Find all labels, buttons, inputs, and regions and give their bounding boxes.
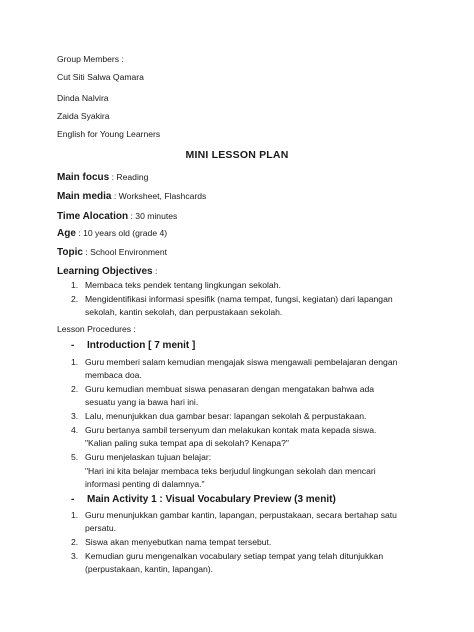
activity-step: Siswa akan menyebutkan nama tempat tersebut. bbox=[85, 537, 272, 547]
member-name: Cut Siti Salwa Qamara bbox=[57, 72, 144, 82]
course-name: English for Young Learners bbox=[57, 129, 161, 139]
objectives-heading: Learning Objectives : bbox=[57, 266, 158, 277]
list-number: 3. bbox=[71, 551, 79, 561]
list-number: 1. bbox=[71, 280, 79, 290]
procedures-heading: Lesson Procedures : bbox=[57, 324, 136, 334]
main-activity-title: Main Activity 1 : Visual Vocabulary Preview (3 menit) bbox=[87, 494, 336, 505]
list-number: 2. bbox=[71, 537, 79, 547]
field-label: Topic bbox=[57, 247, 83, 258]
list-number: 1. bbox=[71, 357, 79, 367]
page-title: MINI LESSON PLAN bbox=[185, 149, 289, 161]
field-value: : 30 minutes bbox=[128, 211, 178, 221]
list-number: 3. bbox=[71, 411, 79, 421]
field-label: Main focus bbox=[57, 172, 110, 183]
objective-item: Mengidentifikasi informasi spesifik (nama tempat, fungsi, kegiatan) dari lapangan sekolah, kantin sekolah, dan perpustakaan sekolah. bbox=[85, 294, 393, 317]
list-number: 5. bbox=[71, 452, 79, 462]
group-members-label: Group Members : bbox=[57, 54, 124, 64]
field-value: : 10 years old (grade 4) bbox=[75, 228, 168, 238]
list-number: 1. bbox=[71, 510, 79, 520]
field-topic bbox=[57, 242, 167, 260]
field-main-focus bbox=[57, 167, 148, 185]
intro-step: Guru kemudian membuat siswa penasaran dengan mengatakan bahwa ada sesuatu yang ia bawa hari ini. bbox=[85, 384, 375, 407]
field-value: : Worksheet, Flashcards bbox=[111, 191, 207, 201]
intro-step: Guru memberi salam kemudian mengajak siswa mengawali pembelajaran dengan membaca doa. bbox=[85, 357, 398, 380]
field-value: : School Environment bbox=[82, 247, 168, 257]
field-label: Main media bbox=[57, 191, 112, 202]
intro-step: Guru menjelaskan tujuan belajar: bbox=[85, 452, 212, 462]
activity-step: Guru menunjukkan gambar kantin, lapangan, perpustakaan, secara bertahap satu persatu. bbox=[85, 510, 397, 533]
field-value: : Reading bbox=[109, 172, 149, 182]
field-age bbox=[57, 223, 167, 241]
list-number: 2. bbox=[71, 384, 79, 394]
intro-quote: "Hari ini kita belajar membaca teks berjudul lingkungan sekolah dan mencari informasi penting di dalamnya." bbox=[85, 466, 376, 489]
field-main-media bbox=[57, 186, 206, 204]
intro-step: Guru bertanya sambil tersenyum dan melakukan kontak mata kepada siswa. bbox=[85, 425, 377, 435]
list-number: 2. bbox=[71, 294, 79, 304]
intro-title: Introduction [ 7 menit ] bbox=[87, 340, 196, 351]
activity-step: Kemudian guru mengenalkan vocabulary setiap tempat yang telah ditunjukkan (perpustakaan, kantin, lapangan). bbox=[85, 551, 384, 574]
section-dash: - bbox=[71, 340, 75, 351]
objective-item: Membaca teks pendek tentang lingkungan sekolah. bbox=[85, 280, 281, 290]
member-name: Zaida Syakira bbox=[57, 111, 110, 121]
intro-step: Lalu, menunjukkan dua gambar besar: lapangan sekolah & perpustakaan. bbox=[85, 411, 367, 421]
list-number: 4. bbox=[71, 425, 79, 435]
section-dash: - bbox=[71, 494, 75, 505]
field-time-allocation bbox=[57, 206, 177, 224]
member-name: Dinda Nalvira bbox=[57, 93, 109, 103]
field-label: Time Alocation bbox=[57, 211, 129, 222]
intro-quote: "Kalian paling suka tempat apa di sekolah? Kenapa?" bbox=[85, 438, 289, 448]
field-label: Age bbox=[57, 228, 76, 239]
